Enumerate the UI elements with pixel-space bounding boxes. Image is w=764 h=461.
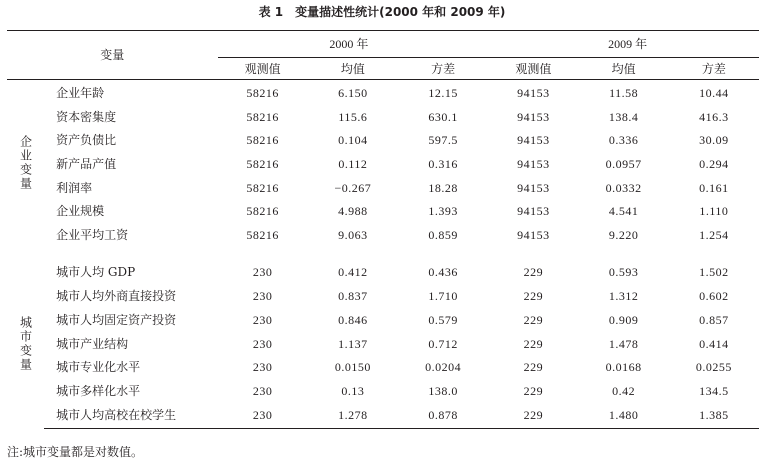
group-label: 城市变量 [18, 315, 33, 372]
header-obs: 观测值 [488, 58, 578, 80]
group-label: 企业变量 [18, 135, 33, 192]
cell-obs-2000: 58216 [246, 180, 279, 195]
variable-name: 新产品产值 [56, 156, 117, 171]
table-row [7, 223, 759, 247]
variable-name: 城市专业化水平 [56, 360, 141, 375]
cell-obs-2000: 230 [218, 403, 308, 429]
cell-variance-2000: 1.393 [428, 204, 458, 219]
cell-mean-2000: 0.412 [338, 265, 368, 280]
cell-variance-2009: 10.44 [699, 85, 729, 100]
cell-mean-2009: 0.0168 [605, 360, 642, 375]
cell-obs-2000: 58216 [246, 156, 279, 171]
variable-name: 利润率 [56, 180, 93, 195]
cell-obs-2009: 229 [523, 265, 544, 280]
cell-variance-2000: 18.28 [428, 180, 458, 195]
cell-obs-2009: 94153 [517, 227, 550, 242]
cell-mean-2009: 0.0332 [605, 180, 642, 195]
table-row [7, 332, 759, 356]
cell-mean-2000: 0.104 [338, 133, 368, 148]
table-row [7, 80, 759, 106]
table-row [7, 105, 759, 129]
group-gap-cell [7, 247, 759, 260]
cell-mean-2009: 138.4 [608, 109, 639, 124]
cell-obs-2009: 229 [523, 336, 544, 351]
cell-mean-2009: 9.220 [608, 227, 639, 242]
header-row-years [7, 31, 759, 58]
cell-mean-2000: 0.846 [338, 312, 368, 327]
cell-variance-2009: 1.110 [699, 204, 729, 219]
cell-obs-2000: 58216 [246, 85, 279, 100]
table-title: 变量描述性统计(2000 年和 2009 年) [295, 5, 506, 19]
cell-variance-2009: 1.385 [669, 403, 759, 429]
variable-name: 城市人均固定资产投资 [56, 312, 177, 327]
cell-variance-2000: 0.436 [428, 265, 458, 280]
header-variable: 变量 [7, 31, 218, 80]
table-row [7, 260, 759, 285]
cell-obs-2000: 58216 [246, 133, 279, 148]
table-row [7, 152, 759, 176]
cell-variance-2009: 416.3 [699, 109, 729, 124]
cell-obs-2009: 229 [523, 360, 544, 375]
cell-variance-2000: 12.15 [428, 85, 458, 100]
cell-obs-2000: 230 [252, 289, 273, 304]
table-number: 表 1 [258, 5, 284, 19]
cell-variance-2000: 0.712 [428, 336, 458, 351]
variable-name: 城市人均外商直接投资 [56, 289, 177, 304]
cell-mean-2009: 11.58 [609, 85, 639, 100]
cell-obs-2009: 94153 [517, 180, 550, 195]
cell-mean-2009: 0.593 [608, 265, 639, 280]
header-mean: 均值 [579, 58, 669, 80]
variable-name: 企业年龄 [56, 85, 105, 100]
cell-variance-2000: 0.859 [428, 227, 458, 242]
cell-obs-2000: 230 [252, 336, 273, 351]
header-variance: 方差 [398, 58, 488, 80]
cell-variance-2009: 30.09 [699, 133, 729, 148]
cell-variance-2000: 0.0204 [425, 360, 462, 375]
cell-mean-2000: 0.13 [341, 383, 365, 398]
cell-variance-2009: 1.502 [699, 265, 729, 280]
table-row [7, 403, 759, 429]
variable-name: 资本密集度 [56, 109, 117, 124]
cell-mean-2000: 0.837 [338, 289, 368, 304]
table-footnote: 注:城市变量都是对数值。 [7, 445, 144, 459]
cell-obs-2009: 229 [523, 383, 544, 398]
table-row [7, 379, 759, 403]
cell-mean-2009: 0.336 [608, 133, 639, 148]
variable-name: 城市人均 GDP [56, 265, 136, 280]
cell-variance-2009: 134.5 [699, 383, 729, 398]
cell-mean-2009: 1.312 [608, 289, 639, 304]
group-label-cell [7, 80, 44, 247]
cell-variance-2009: 0.161 [699, 180, 729, 195]
variable-name: 城市产业结构 [56, 336, 129, 351]
cell-variance-2009: 0.857 [699, 312, 729, 327]
cell-variance-2009: 0.0255 [695, 360, 732, 375]
cell-mean-2000: −0.267 [334, 180, 372, 195]
cell-mean-2000: 1.137 [338, 336, 368, 351]
cell-variance-2000: 0.878 [398, 403, 488, 429]
variable-name: 企业平均工资 [56, 227, 129, 242]
cell-mean-2000: 6.150 [338, 85, 368, 100]
cell-variance-2009: 0.294 [699, 156, 729, 171]
header-variance: 方差 [669, 58, 759, 80]
header-year-2000: 2000 年 [218, 31, 489, 58]
cell-obs-2000: 230 [252, 360, 273, 375]
variable-name: 城市人均高校在校学生 [44, 403, 217, 429]
cell-mean-2009: 0.42 [612, 383, 636, 398]
cell-mean-2009: 1.480 [579, 403, 669, 429]
header-mean: 均值 [308, 58, 398, 80]
cell-mean-2000: 1.278 [308, 403, 398, 429]
cell-variance-2000: 0.316 [428, 156, 458, 171]
cell-obs-2009: 94153 [517, 109, 550, 124]
cell-obs-2000: 230 [252, 265, 273, 280]
group-gap [7, 247, 759, 260]
cell-obs-2009: 229 [523, 289, 544, 304]
cell-obs-2000: 58216 [246, 227, 279, 242]
cell-variance-2009: 0.602 [699, 289, 729, 304]
variable-name: 企业规模 [56, 204, 105, 219]
cell-obs-2000: 58216 [246, 109, 279, 124]
cell-variance-2000: 138.0 [428, 383, 458, 398]
cell-mean-2000: 0.112 [338, 156, 368, 171]
statistics-table [7, 30, 759, 429]
group-label-cell [7, 260, 44, 428]
cell-variance-2000: 630.1 [428, 109, 458, 124]
table-row [7, 176, 759, 200]
cell-mean-2000: 9.063 [338, 227, 368, 242]
variable-name: 城市多样化水平 [56, 383, 141, 398]
cell-obs-2009: 229 [488, 403, 578, 429]
cell-variance-2000: 1.710 [428, 289, 458, 304]
cell-mean-2009: 0.909 [608, 312, 639, 327]
cell-obs-2000: 230 [252, 312, 273, 327]
variable-name: 资产负债比 [56, 133, 117, 148]
cell-mean-2009: 1.478 [608, 336, 639, 351]
cell-obs-2000: 230 [252, 383, 273, 398]
table-row [7, 355, 759, 379]
table-row [7, 308, 759, 332]
cell-variance-2000: 597.5 [428, 133, 458, 148]
cell-obs-2009: 94153 [517, 85, 550, 100]
cell-obs-2009: 94153 [517, 204, 550, 219]
table-caption [0, 3, 764, 20]
cell-obs-2009: 94153 [517, 133, 550, 148]
cell-mean-2009: 4.541 [608, 204, 639, 219]
table-row [7, 129, 759, 153]
cell-obs-2009: 229 [523, 312, 544, 327]
cell-mean-2000: 115.6 [338, 109, 368, 124]
cell-obs-2009: 94153 [517, 156, 550, 171]
cell-variance-2009: 1.254 [699, 227, 729, 242]
table-row [7, 285, 759, 309]
header-year-2009: 2009 年 [488, 31, 759, 58]
header-obs: 观测值 [218, 58, 308, 80]
cell-obs-2000: 58216 [246, 204, 279, 219]
cell-variance-2009: 0.414 [699, 336, 729, 351]
cell-mean-2000: 0.0150 [334, 360, 371, 375]
table-row [7, 199, 759, 223]
cell-mean-2009: 0.0957 [605, 156, 642, 171]
cell-mean-2000: 4.988 [338, 204, 368, 219]
cell-variance-2000: 0.579 [428, 312, 458, 327]
